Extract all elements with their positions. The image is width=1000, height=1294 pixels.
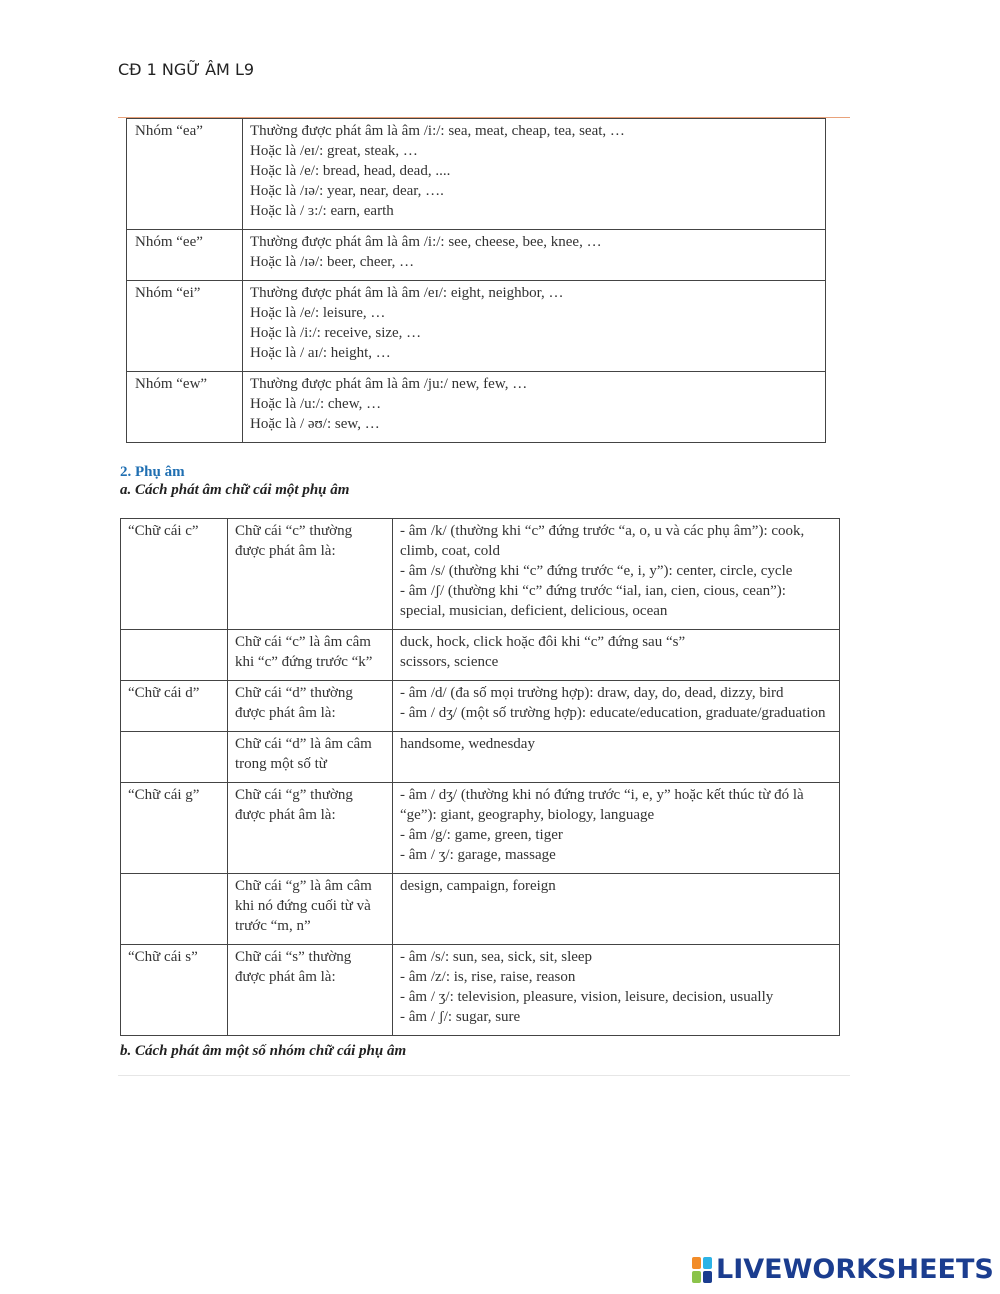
consonant-examples: [393, 519, 840, 630]
consonant-rule: Chữ cái “g” thường được phát âm là:: [228, 783, 393, 874]
vowel-group-label: Nhóm “ea”: [127, 119, 243, 230]
example-line: design, campaign, foreign: [400, 878, 556, 894]
logo-text: LIVEWORKSHEETS: [716, 1254, 994, 1285]
example-line: - âm /s/ (thường khi “c” đứng trước “e, i, y”): center, circle, cycle: [400, 563, 793, 579]
consonant-rule: Chữ cái “g” là âm câm khi nó đứng cuối từ và trước “m, n”: [228, 874, 393, 945]
liveworksheets-logo: [692, 1254, 994, 1285]
example-line: - âm /s/: sun, sea, sick, sit, sleep: [400, 949, 593, 965]
rule-line: Thường được phát âm là âm /i:/: sea, meat, cheap, tea, seat, …: [250, 123, 625, 139]
vowel-group-label: Nhóm “ew”: [127, 372, 243, 443]
consonant-letter: “Chữ cái c”: [121, 519, 228, 630]
consonant-letter: [121, 874, 228, 945]
example-line: duck, hock, click hoặc đôi khi “c” đứng sau “s”: [400, 634, 686, 650]
rule-line: Hoặc là /ɪə/: year, near, dear, ….: [250, 183, 444, 199]
consonant-letter: [121, 732, 228, 783]
vowel-group-row: [127, 372, 826, 443]
vowel-group-rules: [243, 281, 826, 372]
rule-line: Thường được phát âm là âm /eɪ/: eight, neighbor, …: [250, 285, 564, 301]
vowel-group-rules: [243, 119, 826, 230]
page-title: CĐ 1 NGỮ ÂM L9: [118, 60, 255, 79]
logo-block-icon: [703, 1257, 712, 1269]
consonant-examples: [393, 732, 840, 783]
consonant-letter: “Chữ cái g”: [121, 783, 228, 874]
consonant-row: [121, 732, 840, 783]
example-line: - âm / ʒ/: garage, massage: [400, 847, 556, 863]
rule-line: Hoặc là / aɪ/: height, …: [250, 345, 391, 361]
example-line: - âm / dʒ/ (một số trường hợp): educate/education, graduate/graduation: [400, 705, 826, 721]
logo-block-icon: [692, 1257, 701, 1269]
rule-line: Thường được phát âm là âm /i:/: see, cheese, bee, knee, …: [250, 234, 602, 250]
consonant-examples: [393, 874, 840, 945]
consonant-rule: Chữ cái “d” thường được phát âm là:: [228, 681, 393, 732]
consonant-examples: [393, 945, 840, 1036]
subheading-a: a. Cách phát âm chữ cái một phụ âm: [120, 482, 350, 498]
consonant-letter: “Chữ cái s”: [121, 945, 228, 1036]
consonant-letters-table: [120, 518, 840, 1036]
rule-line: Thường được phát âm là âm /ju:/ new, few, …: [250, 376, 528, 392]
logo-mark-icon: [692, 1257, 712, 1283]
vowel-group-rules: [243, 372, 826, 443]
example-line: - âm / dʒ/ (thường khi nó đứng trước “i, e, y” hoặc kết thúc từ đó là “ge”): giant, geography, biology, language: [400, 787, 804, 823]
rule-line: Hoặc là /e/: leisure, …: [250, 305, 386, 321]
vowel-group-label: Nhóm “ee”: [127, 230, 243, 281]
vowel-group-label: Nhóm “ei”: [127, 281, 243, 372]
example-line: - âm / ʒ/: television, pleasure, vision, leisure, decision, usually: [400, 989, 774, 1005]
rule-line: Hoặc là /eɪ/: great, steak, …: [250, 143, 418, 159]
rule-line: Hoặc là / əʊ/: sew, …: [250, 416, 380, 432]
consonant-row: [121, 630, 840, 681]
section-heading: 2. Phụ âm: [120, 464, 185, 480]
example-line: - âm /g/: game, green, tiger: [400, 827, 563, 843]
consonant-row: [121, 519, 840, 630]
consonant-rule: Chữ cái “c” là âm câm khi “c” đứng trước “k”: [228, 630, 393, 681]
consonant-rule: Chữ cái “d” là âm câm trong một số từ: [228, 732, 393, 783]
rule-line: Hoặc là /ɪə/: beer, cheer, …: [250, 254, 415, 270]
consonant-row: [121, 681, 840, 732]
example-line: - âm / ʃ/: sugar, sure: [400, 1009, 521, 1025]
rule-line: Hoặc là / ɜ:/: earn, earth: [250, 203, 394, 219]
page-divider: [118, 1075, 850, 1076]
example-line: - âm /k/ (thường khi “c” đứng trước “a, o, u và các phụ âm”): cook, climb, coat, cold: [400, 523, 805, 559]
consonant-row: [121, 874, 840, 945]
example-line: - âm /d/ (đa số mọi trường hợp): draw, day, do, dead, dizzy, bird: [400, 685, 784, 701]
consonant-row: [121, 783, 840, 874]
rule-line: Hoặc là /e/: bread, head, dead, ....: [250, 163, 451, 179]
vowel-group-row: [127, 281, 826, 372]
consonant-rule: Chữ cái “c” thường được phát âm là:: [228, 519, 393, 630]
rule-line: Hoặc là /i:/: receive, size, …: [250, 325, 422, 341]
consonant-letter: [121, 630, 228, 681]
vowel-group-rules: [243, 230, 826, 281]
consonant-examples: [393, 783, 840, 874]
logo-block-icon: [703, 1271, 712, 1283]
example-line: - âm /ʃ/ (thường khi “c” đứng trước “ial, ian, cien, cious, cean”): special, musician, deficient, delicious, ocean: [400, 583, 786, 619]
example-line: scissors, science: [400, 654, 499, 670]
consonant-row: [121, 945, 840, 1036]
example-line: - âm /z/: is, rise, raise, reason: [400, 969, 576, 985]
consonant-rule: Chữ cái “s” thường được phát âm là:: [228, 945, 393, 1036]
consonant-letter: “Chữ cái d”: [121, 681, 228, 732]
vowel-group-row: [127, 230, 826, 281]
consonant-examples: [393, 681, 840, 732]
example-line: handsome, wednesday: [400, 736, 535, 752]
vowel-group-row: [127, 119, 826, 230]
consonant-examples: [393, 630, 840, 681]
vowel-groups-table: [126, 118, 826, 443]
rule-line: Hoặc là /u:/: chew, …: [250, 396, 382, 412]
logo-block-icon: [692, 1271, 701, 1283]
subheading-b: b. Cách phát âm một số nhóm chữ cái phụ âm: [120, 1043, 407, 1059]
